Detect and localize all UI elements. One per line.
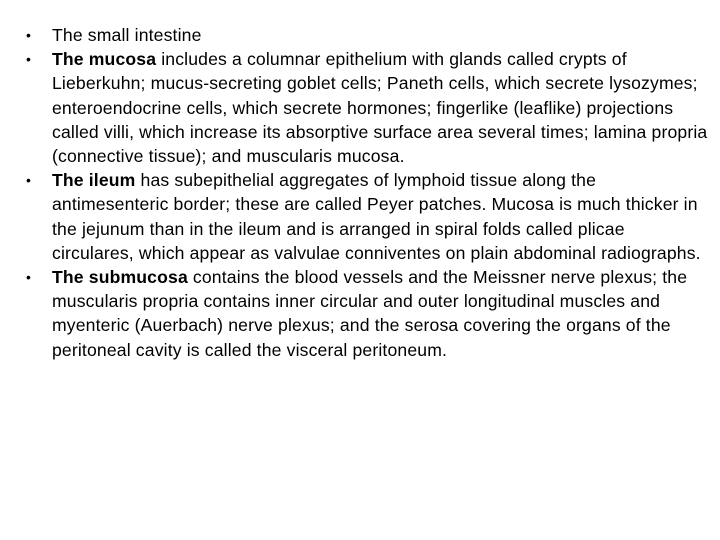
bullet-body: contains the blood vessels and the Meissner nerve plexus; the muscularis propria contains inner circular and outer longitudinal muscles and myenteric (Auerbach) nerve plexus; and the serosa covering the organs of the peritoneal cavity is called the visceral peritoneum.: [52, 267, 688, 360]
bullet-lead-term: The ileum: [52, 170, 136, 191]
bullet-text: [52, 49, 707, 166]
bullet-lead-term: The submucosa: [52, 267, 188, 288]
bullet-icon: •: [26, 51, 32, 68]
bullet-icon: •: [26, 269, 32, 286]
bullet-body: has subepithelial aggregates of lymphoid tissue along the antimesenteric border; these are called Peyer patches. Mucosa is much thicker in the jejunum than in the ileum and is arranged in spiral folds called plicae circulares, which appear as valvulae conniventes on plain abdominal radiographs.: [52, 170, 701, 263]
bullet-text: [52, 267, 687, 360]
bullet-body: includes a columnar epithelium with glands called crypts of Lieberkuhn; mucus-secreting goblet cells; Paneth cells, which secrete lysozymes; enteroendocrine cells, which secrete hormones; fingerlike (leaflike) projections called villi, which increase its absorptive surface area several times; lamina propria (connective tissue); and muscularis mucosa.: [52, 49, 708, 167]
bullet-text: [52, 170, 701, 263]
bullet-icon: •: [26, 172, 32, 189]
bullet-text: [52, 25, 202, 45]
bullet-body: The small intestine: [52, 25, 202, 45]
bullet-item-small-intestine: [26, 23, 710, 47]
bullet-lead-term: The mucosa: [52, 49, 157, 70]
bullet-item-ileum: [26, 168, 710, 265]
bullet-item-mucosa: [26, 47, 710, 168]
bullet-icon: •: [26, 27, 32, 43]
bullet-item-submucosa: [26, 265, 710, 362]
bullet-list: [26, 23, 710, 362]
